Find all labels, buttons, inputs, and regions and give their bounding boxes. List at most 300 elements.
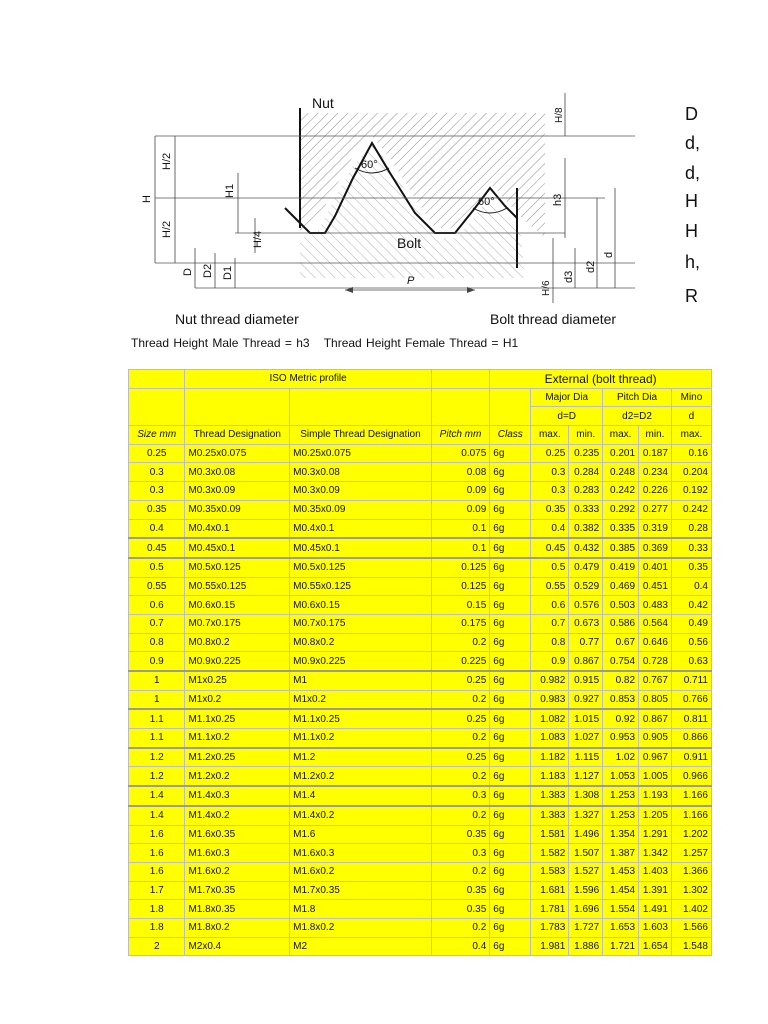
cell-pitch-max: 1.554 (603, 900, 639, 919)
cell-major-max: 1.981 (531, 937, 569, 956)
cell-major-min: 0.576 (569, 596, 603, 615)
cell-minor-max: 1.257 (671, 844, 711, 863)
table-header-row-4 (129, 426, 712, 445)
cell-designation: M0.45x0.1 (185, 538, 290, 558)
cell-simple-designation: M1.1x0.2 (290, 729, 432, 748)
label-H8: H/8 (554, 107, 565, 123)
cell-size: 1.6 (129, 844, 185, 863)
cell-major-min: 0.673 (569, 614, 603, 633)
cell-major-min: 1.727 (569, 918, 603, 937)
cell-minor-max: 0.49 (671, 614, 711, 633)
cell-major-min: 0.77 (569, 633, 603, 652)
cell-pitch-max: 0.586 (603, 614, 639, 633)
cell-designation: M1.6x0.3 (185, 844, 290, 863)
header-external: External (bolt thread) (490, 370, 712, 389)
cell-pitch-max: 1.453 (603, 862, 639, 881)
cell-pitch-min: 0.967 (639, 748, 672, 767)
cell-major-max: 0.7 (531, 614, 569, 633)
header-minor-dia: Mino (671, 388, 711, 407)
cell-pitch-min: 0.805 (639, 690, 672, 709)
cell-major-max: 0.4 (531, 519, 569, 538)
cell-major-max: 1.183 (531, 767, 569, 786)
cell-pitch: 0.1 (431, 538, 490, 558)
cell-pitch: 0.15 (431, 596, 490, 615)
cell-major-min: 1.115 (569, 748, 603, 767)
cell-pitch-min: 1.403 (639, 862, 672, 881)
cell-pitch: 0.2 (431, 806, 490, 825)
cell-major-max: 0.9 (531, 652, 569, 671)
cell-simple-designation: M0.55x0.125 (290, 577, 432, 596)
cell-designation: M1.6x0.2 (185, 862, 290, 881)
cell-size: 2 (129, 937, 185, 956)
cell-size: 0.35 (129, 500, 185, 519)
cell-size: 1.4 (129, 806, 185, 825)
cell-minor-max: 0.866 (671, 729, 711, 748)
header-designation: Thread Designation (185, 426, 290, 445)
cell-pitch-min: 0.767 (639, 671, 672, 690)
cell-simple-designation: M0.5x0.125 (290, 558, 432, 577)
cell-pitch-max: 0.201 (603, 444, 639, 463)
table-row (129, 463, 712, 482)
cell-minor-max: 1.548 (671, 937, 711, 956)
table-header-row-2 (129, 388, 712, 407)
cell-pitch-max: 0.419 (603, 558, 639, 577)
cell-major-min: 0.479 (569, 558, 603, 577)
cell-class: 6g (490, 577, 531, 596)
cell-pitch-min: 1.391 (639, 881, 672, 900)
header-major-dia: Major Dia (531, 388, 603, 407)
cell-major-min: 1.527 (569, 862, 603, 881)
cell-class: 6g (490, 937, 531, 956)
cell-size: 0.25 (129, 444, 185, 463)
cell-major-max: 0.45 (531, 538, 569, 558)
cell-designation: M0.3x0.08 (185, 463, 290, 482)
cell-designation: M2x0.4 (185, 937, 290, 956)
cell-designation: M1.7x0.35 (185, 881, 290, 900)
cell-size: 1.8 (129, 918, 185, 937)
cell-class: 6g (490, 806, 531, 825)
cell-size: 0.7 (129, 614, 185, 633)
table-row (129, 577, 712, 596)
cell-minor-max: 0.28 (671, 519, 711, 538)
cell-designation: M0.8x0.2 (185, 633, 290, 652)
cell-simple-designation: M0.35x0.09 (290, 500, 432, 519)
header-pitch-formula: d2=D2 (603, 407, 672, 426)
cell-class: 6g (490, 900, 531, 919)
cell-major-min: 0.529 (569, 577, 603, 596)
cell-major-max: 1.383 (531, 806, 569, 825)
table-row (129, 614, 712, 633)
cell-simple-designation: M0.7x0.175 (290, 614, 432, 633)
cell-class: 6g (490, 844, 531, 863)
cell-size: 1.8 (129, 900, 185, 919)
cell-pitch-max: 1.253 (603, 806, 639, 825)
cell-simple-designation: M1.4 (290, 786, 432, 806)
cell-simple-designation: M1.2 (290, 748, 432, 767)
cell-minor-max: 0.192 (671, 482, 711, 501)
cell-class: 6g (490, 690, 531, 709)
label-H6: H/6 (541, 280, 552, 296)
cell-minor-max: 1.202 (671, 825, 711, 844)
table-row (129, 538, 712, 558)
header-pitch: Pitch mm (431, 426, 490, 445)
table-row (129, 690, 712, 709)
cell-major-min: 1.327 (569, 806, 603, 825)
table-row (129, 937, 712, 956)
header-minor-max: max. (671, 426, 711, 445)
cell-major-min: 1.886 (569, 937, 603, 956)
cell-size: 1.7 (129, 881, 185, 900)
cell-pitch-max: 1.721 (603, 937, 639, 956)
cell-pitch-min: 0.369 (639, 538, 672, 558)
cell-simple-designation: M1.8 (290, 900, 432, 919)
cell-pitch-min: 0.319 (639, 519, 672, 538)
cell-designation: M1x0.25 (185, 671, 290, 690)
cell-minor-max: 1.366 (671, 862, 711, 881)
cell-pitch: 0.2 (431, 633, 490, 652)
cell-simple-designation: M1x0.2 (290, 690, 432, 709)
cell-designation: M1.1x0.2 (185, 729, 290, 748)
caption-nut-diameter: Nut thread diameter (175, 311, 299, 327)
label-D: D (182, 268, 194, 276)
cell-major-min: 1.308 (569, 786, 603, 806)
cell-pitch: 0.3 (431, 844, 490, 863)
table-row (129, 844, 712, 863)
cell-major-min: 0.382 (569, 519, 603, 538)
cell-simple-designation: M0.4x0.1 (290, 519, 432, 538)
cell-pitch-min: 1.193 (639, 786, 672, 806)
table-row (129, 900, 712, 919)
table-row (129, 519, 712, 538)
legend-letter-7: R (685, 286, 698, 306)
cell-size: 0.55 (129, 577, 185, 596)
cell-size: 1.4 (129, 786, 185, 806)
cell-simple-designation: M1.8x0.2 (290, 918, 432, 937)
cell-designation: M1.2x0.2 (185, 767, 290, 786)
label-angle-bolt: 60° (478, 196, 495, 208)
cell-class: 6g (490, 444, 531, 463)
cell-major-min: 1.027 (569, 729, 603, 748)
cell-minor-max: 0.16 (671, 444, 711, 463)
cell-major-min: 0.432 (569, 538, 603, 558)
cell-major-max: 1.182 (531, 748, 569, 767)
cell-class: 6g (490, 596, 531, 615)
cell-designation: M1.6x0.35 (185, 825, 290, 844)
cell-pitch-max: 1.653 (603, 918, 639, 937)
cell-major-max: 1.783 (531, 918, 569, 937)
cell-major-max: 0.6 (531, 596, 569, 615)
legend-letter-4: H (685, 191, 698, 211)
cell-size: 1.1 (129, 709, 185, 728)
cell-pitch-min: 0.401 (639, 558, 672, 577)
cell-minor-max: 0.35 (671, 558, 711, 577)
cell-pitch-min: 1.291 (639, 825, 672, 844)
legend-letter-6: h, (685, 252, 701, 272)
cell-size: 0.3 (129, 463, 185, 482)
cell-minor-max: 1.166 (671, 806, 711, 825)
legend-letter-1: D (685, 104, 698, 124)
legend-letter-3: d, (685, 163, 701, 183)
cell-designation: M1.2x0.25 (185, 748, 290, 767)
cell-pitch: 0.35 (431, 881, 490, 900)
label-H1: H1 (224, 183, 236, 198)
cell-pitch: 0.2 (431, 729, 490, 748)
cell-pitch: 0.225 (431, 652, 490, 671)
cell-class: 6g (490, 463, 531, 482)
cell-major-min: 1.127 (569, 767, 603, 786)
cell-pitch-max: 0.469 (603, 577, 639, 596)
table-row (129, 709, 712, 728)
cell-pitch-max: 0.248 (603, 463, 639, 482)
cell-minor-max: 0.911 (671, 748, 711, 767)
cell-class: 6g (490, 729, 531, 748)
header-major-min: min. (569, 426, 603, 445)
cell-minor-max: 0.33 (671, 538, 711, 558)
cell-pitch-max: 0.82 (603, 671, 639, 690)
cell-major-min: 0.333 (569, 500, 603, 519)
cell-major-max: 1.582 (531, 844, 569, 863)
cell-size: 0.4 (129, 519, 185, 538)
cell-size: 1.6 (129, 862, 185, 881)
cell-designation: M0.6x0.15 (185, 596, 290, 615)
cell-simple-designation: M1.6x0.2 (290, 862, 432, 881)
header-class: Class (490, 426, 531, 445)
cell-size: 1.1 (129, 729, 185, 748)
cell-size: 1.6 (129, 825, 185, 844)
cell-class: 6g (490, 633, 531, 652)
cell-simple-designation: M1.2x0.2 (290, 767, 432, 786)
cell-class: 6g (490, 767, 531, 786)
cell-size: 0.6 (129, 596, 185, 615)
table-row (129, 671, 712, 690)
cell-class: 6g (490, 519, 531, 538)
cell-minor-max: 1.302 (671, 881, 711, 900)
cell-minor-max: 0.204 (671, 463, 711, 482)
cell-pitch-min: 0.277 (639, 500, 672, 519)
table-row (129, 558, 712, 577)
cell-minor-max: 1.166 (671, 786, 711, 806)
cell-minor-max: 0.63 (671, 652, 711, 671)
cell-pitch: 0.09 (431, 482, 490, 501)
cell-major-max: 1.583 (531, 862, 569, 881)
cell-simple-designation: M0.3x0.08 (290, 463, 432, 482)
table-row (129, 500, 712, 519)
cell-designation: M1.8x0.2 (185, 918, 290, 937)
table-row (129, 862, 712, 881)
label-D1: D1 (222, 265, 234, 280)
cell-class: 6g (490, 500, 531, 519)
cell-simple-designation: M0.3x0.09 (290, 482, 432, 501)
cell-major-max: 1.581 (531, 825, 569, 844)
cell-pitch-min: 0.564 (639, 614, 672, 633)
cell-pitch-max: 0.92 (603, 709, 639, 728)
cell-major-min: 1.015 (569, 709, 603, 728)
cell-designation: M0.55x0.125 (185, 577, 290, 596)
cell-pitch-min: 1.603 (639, 918, 672, 937)
cell-class: 6g (490, 558, 531, 577)
cell-pitch-min: 0.187 (639, 444, 672, 463)
cell-pitch-max: 0.335 (603, 519, 639, 538)
cell-minor-max: 1.402 (671, 900, 711, 919)
cell-pitch-max: 0.292 (603, 500, 639, 519)
cell-pitch: 0.4 (431, 937, 490, 956)
cell-size: 0.8 (129, 633, 185, 652)
cell-class: 6g (490, 671, 531, 690)
cell-major-max: 0.25 (531, 444, 569, 463)
cell-pitch: 0.2 (431, 767, 490, 786)
cell-pitch-min: 1.005 (639, 767, 672, 786)
cell-pitch-min: 0.728 (639, 652, 672, 671)
cell-pitch-max: 0.385 (603, 538, 639, 558)
table-row (129, 482, 712, 501)
label-H: H (141, 195, 153, 203)
cell-pitch-min: 0.451 (639, 577, 672, 596)
cell-major-max: 1.681 (531, 881, 569, 900)
header-pitch-dia: Pitch Dia (603, 388, 672, 407)
cell-simple-designation: M1 (290, 671, 432, 690)
cell-pitch: 0.3 (431, 786, 490, 806)
cell-major-min: 0.915 (569, 671, 603, 690)
cell-class: 6g (490, 862, 531, 881)
cell-class: 6g (490, 786, 531, 806)
cell-minor-max: 0.811 (671, 709, 711, 728)
cell-pitch: 0.2 (431, 918, 490, 937)
header-minor-formula: d (671, 407, 711, 426)
cell-major-max: 0.55 (531, 577, 569, 596)
cell-major-min: 1.507 (569, 844, 603, 863)
label-d2: d2 (585, 260, 597, 273)
header-major-max: max. (531, 426, 569, 445)
label-nut: Nut (312, 95, 334, 111)
cell-minor-max: 0.242 (671, 500, 711, 519)
header-simple: Simple Thread Designation (290, 426, 432, 445)
cell-pitch-min: 1.205 (639, 806, 672, 825)
cell-pitch-max: 1.02 (603, 748, 639, 767)
table-row (129, 652, 712, 671)
thread-profile-figure (135, 88, 710, 333)
cell-pitch: 0.25 (431, 748, 490, 767)
cell-designation: M0.5x0.125 (185, 558, 290, 577)
table-row (129, 918, 712, 937)
cell-designation: M0.25x0.075 (185, 444, 290, 463)
cell-major-max: 0.5 (531, 558, 569, 577)
cell-class: 6g (490, 918, 531, 937)
cell-major-min: 0.927 (569, 690, 603, 709)
label-d3: d3 (563, 270, 575, 283)
cell-minor-max: 0.4 (671, 577, 711, 596)
label-D2: D2 (202, 263, 214, 278)
label-pitch: P (407, 275, 415, 287)
cell-major-max: 0.8 (531, 633, 569, 652)
cell-minor-max: 0.711 (671, 671, 711, 690)
cell-major-max: 0.3 (531, 463, 569, 482)
table-row (129, 444, 712, 463)
cell-major-max: 0.982 (531, 671, 569, 690)
cell-pitch-max: 0.503 (603, 596, 639, 615)
cell-pitch-max: 1.053 (603, 767, 639, 786)
table-row (129, 596, 712, 615)
cell-major-min: 0.235 (569, 444, 603, 463)
cell-pitch: 0.175 (431, 614, 490, 633)
cell-pitch-min: 0.646 (639, 633, 672, 652)
cell-class: 6g (490, 652, 531, 671)
cell-class: 6g (490, 538, 531, 558)
cell-pitch-min: 0.226 (639, 482, 672, 501)
cell-size: 0.5 (129, 558, 185, 577)
table-row (129, 633, 712, 652)
cell-pitch-max: 0.953 (603, 729, 639, 748)
cell-designation: M1.1x0.25 (185, 709, 290, 728)
cell-pitch-max: 0.242 (603, 482, 639, 501)
cell-pitch: 0.2 (431, 862, 490, 881)
cell-pitch-min: 1.342 (639, 844, 672, 863)
cell-pitch-min: 1.491 (639, 900, 672, 919)
cell-major-min: 0.284 (569, 463, 603, 482)
cell-size: 1 (129, 671, 185, 690)
table-row (129, 767, 712, 786)
cell-major-min: 0.283 (569, 482, 603, 501)
cell-pitch: 0.08 (431, 463, 490, 482)
cell-designation: M0.35x0.09 (185, 500, 290, 519)
cell-pitch: 0.25 (431, 671, 490, 690)
cell-designation: M1.4x0.3 (185, 786, 290, 806)
cell-major-max: 1.082 (531, 709, 569, 728)
label-h3: h3 (552, 193, 564, 206)
cell-simple-designation: M0.8x0.2 (290, 633, 432, 652)
cell-pitch-max: 1.387 (603, 844, 639, 863)
cell-pitch: 0.35 (431, 900, 490, 919)
cell-simple-designation: M1.7x0.35 (290, 881, 432, 900)
cell-simple-designation: M1.4x0.2 (290, 806, 432, 825)
cell-pitch-min: 1.654 (639, 937, 672, 956)
cell-class: 6g (490, 881, 531, 900)
cell-major-max: 1.383 (531, 786, 569, 806)
cell-major-max: 1.781 (531, 900, 569, 919)
header-major-formula: d=D (531, 407, 603, 426)
header-pitch-max: max. (603, 426, 639, 445)
cell-pitch-min: 0.483 (639, 596, 672, 615)
cell-size: 0.45 (129, 538, 185, 558)
label-angle-nut: 60° (361, 159, 378, 171)
label-d: d (603, 251, 615, 258)
cell-pitch: 0.125 (431, 577, 490, 596)
thread-height-caption (131, 336, 528, 350)
header-iso-profile: ISO Metric profile (185, 370, 431, 389)
cell-major-min: 1.696 (569, 900, 603, 919)
cell-major-min: 1.596 (569, 881, 603, 900)
label-H2-bottom: H/2 (161, 220, 173, 238)
cell-size: 1.2 (129, 748, 185, 767)
cell-major-max: 0.3 (531, 482, 569, 501)
caption-male: Thread Height Male Thread = h3 (131, 336, 310, 350)
cell-pitch: 0.125 (431, 558, 490, 577)
cell-pitch-min: 0.905 (639, 729, 672, 748)
legend-letter-5: H (685, 221, 698, 241)
cell-designation: M0.7x0.175 (185, 614, 290, 633)
cell-class: 6g (490, 825, 531, 844)
cell-class: 6g (490, 482, 531, 501)
cell-pitch: 0.1 (431, 519, 490, 538)
table-row (129, 881, 712, 900)
caption-bolt-diameter: Bolt thread diameter (490, 311, 617, 327)
cell-minor-max: 1.566 (671, 918, 711, 937)
cell-pitch-max: 0.67 (603, 633, 639, 652)
cell-pitch-max: 0.853 (603, 690, 639, 709)
cell-major-max: 0.35 (531, 500, 569, 519)
cell-simple-designation: M0.6x0.15 (290, 596, 432, 615)
table-row (129, 806, 712, 825)
iso-metric-thread-table (128, 369, 712, 956)
